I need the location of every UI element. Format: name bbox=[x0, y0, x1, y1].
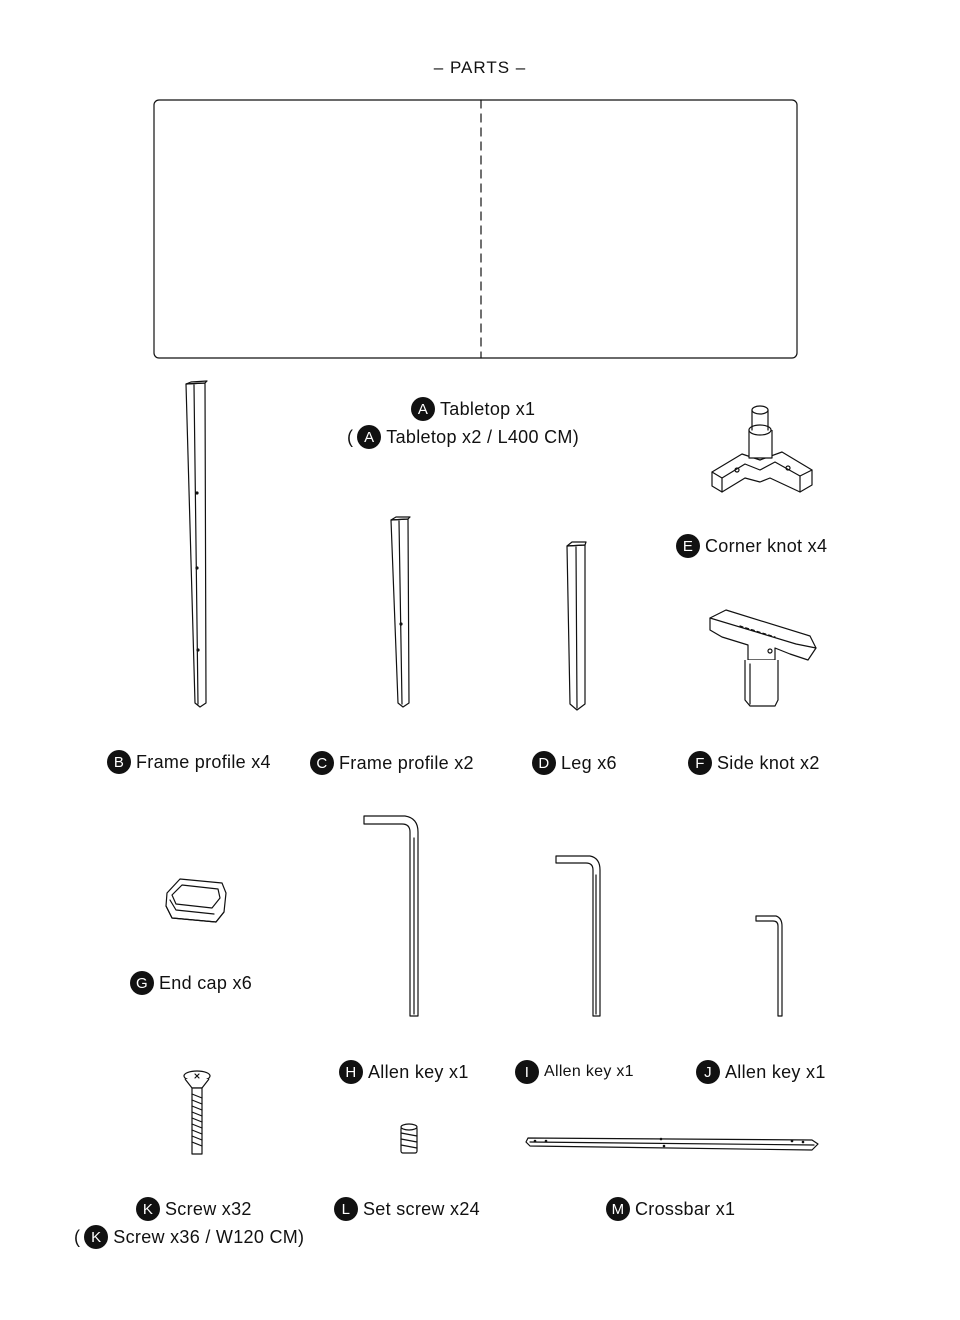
part-label-i bbox=[515, 1060, 634, 1084]
part-text: Side knot x2 bbox=[717, 752, 820, 773]
part-text: Crossbar x1 bbox=[635, 1198, 736, 1219]
part-label-f bbox=[688, 751, 820, 775]
open-paren: ( bbox=[347, 426, 354, 447]
part-letter-badge: K bbox=[136, 1197, 160, 1221]
part-letter-badge: B bbox=[107, 750, 131, 774]
set-screw-drawing bbox=[401, 1124, 417, 1153]
part-letter-badge: J bbox=[696, 1060, 720, 1084]
part-alt-text: Screw x36 / W120 CM) bbox=[113, 1226, 305, 1247]
part-letter-badge: H bbox=[339, 1060, 363, 1084]
frame-profile-long-drawing bbox=[186, 381, 207, 707]
part-label-m bbox=[606, 1197, 735, 1221]
part-letter-badge: C bbox=[310, 751, 334, 775]
part-text: Frame profile x4 bbox=[136, 751, 271, 772]
part-text: Tabletop x1 bbox=[440, 398, 536, 419]
part-text: Corner knot x4 bbox=[705, 535, 828, 556]
allen-key-large-drawing bbox=[364, 816, 418, 1016]
end-cap-drawing bbox=[166, 879, 226, 922]
part-label-g bbox=[130, 971, 252, 995]
part-text: Allen key x1 bbox=[368, 1061, 469, 1082]
side-knot-drawing bbox=[710, 610, 816, 706]
part-label-a-alt bbox=[347, 425, 579, 449]
open-paren: ( bbox=[74, 1226, 81, 1247]
part-label-a bbox=[411, 397, 535, 421]
allen-key-medium-drawing bbox=[556, 856, 600, 1016]
screw-drawing bbox=[184, 1071, 210, 1154]
crossbar-drawing bbox=[526, 1138, 818, 1150]
part-letter-badge: D bbox=[532, 751, 556, 775]
part-text: Set screw x24 bbox=[363, 1198, 480, 1219]
part-letter-badge: G bbox=[130, 971, 154, 995]
part-letter-badge: A bbox=[357, 425, 381, 449]
part-alt-text: Tabletop x2 / L400 CM) bbox=[386, 426, 579, 447]
part-letter-badge: A bbox=[411, 397, 435, 421]
part-label-e bbox=[676, 534, 827, 558]
allen-key-small-drawing bbox=[756, 916, 782, 1016]
part-label-l bbox=[334, 1197, 480, 1221]
page-title: – PARTS – bbox=[433, 58, 527, 77]
tabletop-drawing bbox=[154, 100, 797, 358]
part-label-d bbox=[532, 751, 617, 775]
frame-profile-short-drawing bbox=[391, 517, 410, 707]
part-text: End cap x6 bbox=[159, 972, 253, 993]
corner-knot-drawing bbox=[712, 406, 812, 492]
part-label-c bbox=[310, 751, 474, 775]
part-letter-badge: E bbox=[676, 534, 700, 558]
part-text: Screw x32 bbox=[165, 1198, 252, 1219]
part-label-j bbox=[696, 1060, 826, 1084]
part-letter-badge: I bbox=[515, 1060, 539, 1084]
part-text: Frame profile x2 bbox=[339, 752, 474, 773]
part-letter-badge: F bbox=[688, 751, 712, 775]
leg-drawing bbox=[567, 542, 586, 710]
part-label-k bbox=[136, 1197, 252, 1221]
part-text: Allen key x1 bbox=[725, 1061, 826, 1082]
part-text: Allen key x1 bbox=[544, 1063, 634, 1080]
part-label-h bbox=[339, 1060, 469, 1084]
part-letter-badge: L bbox=[334, 1197, 358, 1221]
part-label-b bbox=[107, 750, 271, 774]
part-text: Leg x6 bbox=[561, 752, 617, 773]
part-letter-badge: M bbox=[606, 1197, 630, 1221]
part-letter-badge: K bbox=[84, 1225, 108, 1249]
part-label-k-alt bbox=[74, 1225, 304, 1249]
